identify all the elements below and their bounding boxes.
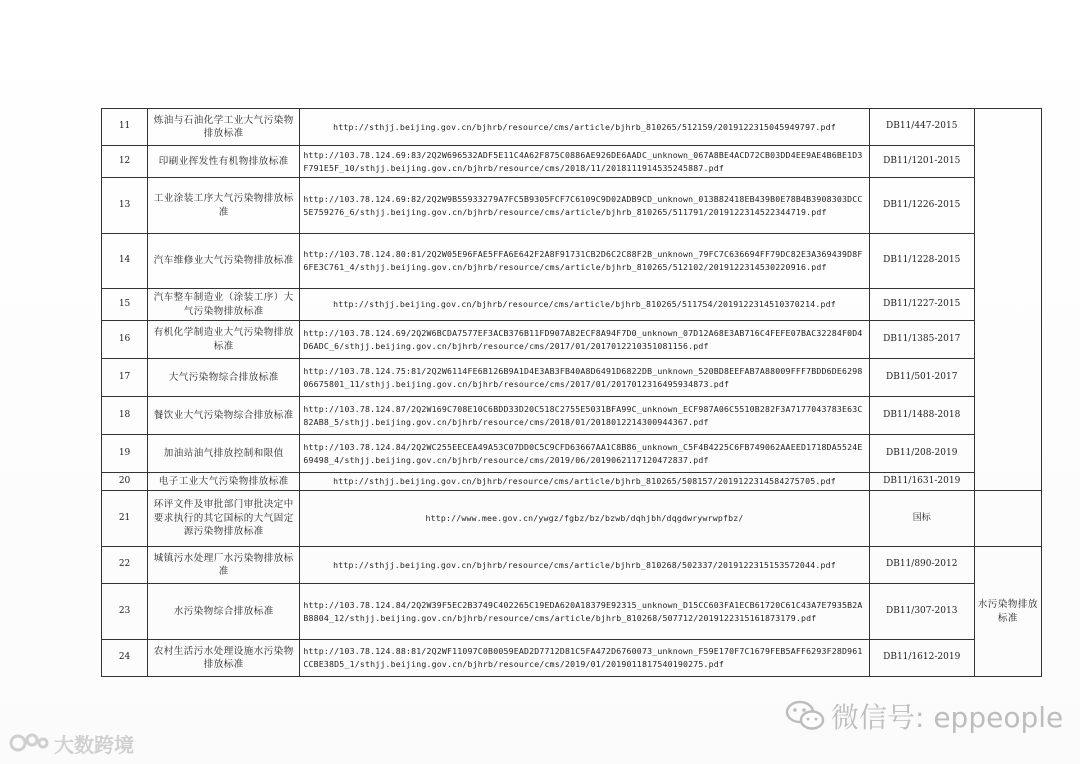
watermark-right-text: 微信号: eppeople — [831, 701, 1064, 734]
row-number: 12 — [102, 146, 148, 178]
table-row — [102, 321, 1042, 359]
standard-code: DB11/447-2015 — [869, 109, 974, 146]
standard-code: DB11/501-2017 — [869, 359, 974, 397]
wechat-icon — [785, 699, 825, 733]
bigdata-logo-icon — [8, 731, 50, 755]
standard-url[interactable]: http://www.mee.gov.cn/ywgz/fgbz/bz/bzwb/dqhjbh/dqgdwrywrwpfbz/ — [300, 491, 869, 547]
standard-name: 汽车整车制造业（涂装工序）大气污染物排放标准 — [148, 289, 300, 321]
standard-code: DB11/890-2012 — [869, 547, 974, 584]
table-row — [102, 289, 1042, 321]
row-number: 16 — [102, 321, 148, 359]
table-row — [102, 640, 1042, 677]
row-number: 14 — [102, 234, 148, 289]
standard-code: DB11/1612-2019 — [869, 640, 974, 677]
standard-url[interactable]: http://103.78.124.80:81/2Q2W05E96FAE5FFA6E642F2A8F91731CB2D6C2C88F2B_unknown_79FC7C636694FF79DC82E3A369439D8F6FE3C761_4/sthjj.beijing.gov.cn/bjhrb/resource/cms/article/bjhrb_810265/512102/2019122314530220916.pdf — [300, 234, 869, 289]
standards-table — [101, 108, 1042, 677]
standard-url[interactable]: http://103.78.124.87/2Q2W169C708E10C6BDD33D20C518C2755E5031BFA99C_unknown_ECF987A06C5510B282F3A7177043783E63C82AB8_5/sthjj.beijing.gov.cn/bjhrb/resource/cms/2018/01/2018012214300944367.pdf — [300, 397, 869, 435]
standard-url[interactable]: http://sthjj.beijing.gov.cn/bjhrb/resource/cms/article/bjhrb_810268/502337/2019122315153572044.pdf — [300, 547, 869, 584]
table-row — [102, 473, 1042, 491]
standard-name: 炼油与石油化学工业大气污染物排放标准 — [148, 109, 300, 146]
table-row — [102, 491, 1042, 547]
standard-name: 大气污染物综合排放标准 — [148, 359, 300, 397]
standard-name: 印刷业挥发性有机物排放标准 — [148, 146, 300, 178]
standard-code: DB11/1201-2015 — [869, 146, 974, 178]
category-cell-empty — [974, 491, 1041, 547]
standard-url[interactable]: http://sthjj.beijing.gov.cn/bjhrb/resource/cms/article/bjhrb_810265/508157/2019122314584275705.pdf — [300, 473, 869, 491]
standard-url[interactable]: http://103.78.124.84/2Q2WC255EECEA49A53C07DD0C5C9CFD63667AA1C8B86_unknown_C5F4B4225C6FB749062AAEED1718DA5524E69498_4/sthjj.beijing.gov.cn/bjhrb/resource/cms/2019/06/2019062117120472837.pdf — [300, 435, 869, 473]
row-number: 22 — [102, 547, 148, 584]
standard-code: DB11/1488-2018 — [869, 397, 974, 435]
table-row — [102, 178, 1042, 234]
standard-name: 农村生活污水处理设施水污染物排放标准 — [148, 640, 300, 677]
standard-url[interactable]: http://103.78.124.75:81/2Q2W6114FE6B126B9A1D4E3AB3FB40A8D6491D6822DB_unknown_520BD8EEFAB7A88009FFF7BDD6DE629806675801_11/sthjj.beijing.gov.cn/bjhrb/resource/cms/2017/01/2017012316495934873.pdf — [300, 359, 869, 397]
row-number: 13 — [102, 178, 148, 234]
table-row — [102, 359, 1042, 397]
standard-code: DB11/1226-2015 — [869, 178, 974, 234]
row-number: 21 — [102, 491, 148, 547]
standard-url[interactable]: http://103.78.124.88:81/2Q2WF11097C0B0059EAD2D7712D81C5FA472D6760073_unknown_F59E170F7C1679FEB5AFF6293F28D961CCBE38D5_1/sthjj.beijing.gov.cn/bjhrb/resource/cms/2019/01/2019011817540190275.pdf — [300, 640, 869, 677]
standard-code: DB11/1385-2017 — [869, 321, 974, 359]
row-number: 24 — [102, 640, 148, 677]
standard-code: DB11/1227-2015 — [869, 289, 974, 321]
standard-url[interactable]: http://103.78.124.69/2Q2W6BCDA7577EF3ACB376B11FD907A82ECF8A94F7D0_unknown_07D12A68E3AB716C4FEFE07BAC32284F0D4D6ADC_6/sthjj.beijing.gov.cn/bjhrb/resource/cms/2017/01/2017012210351081156.pdf — [300, 321, 869, 359]
category-cell-air — [974, 109, 1041, 491]
table-row — [102, 234, 1042, 289]
row-number: 19 — [102, 435, 148, 473]
row-number: 20 — [102, 473, 148, 491]
standard-url[interactable]: http://103.78.124.84/2Q2W39F5EC2B3749C402265C19EDA620A18379E92315_unknown_D15CC603FA1ECB61720C61C43A7E7935B2AB8804_12/sthjj.beijing.gov.cn/bjhrb/resource/cms/article/bjhrb_810268/507712/2019122315161873179.pdf — [300, 584, 869, 640]
standard-name: 餐饮业大气污染物综合排放标准 — [148, 397, 300, 435]
standard-code: DB11/307-2013 — [869, 584, 974, 640]
standard-url[interactable]: http://sthjj.beijing.gov.cn/bjhrb/resource/cms/article/bjhrb_810265/511754/2019122314510370214.pdf — [300, 289, 869, 321]
table-row — [102, 397, 1042, 435]
watermark-left-text: 大数跨境 — [54, 732, 134, 757]
table-row — [102, 435, 1042, 473]
row-number: 17 — [102, 359, 148, 397]
watermark-right — [785, 696, 1063, 736]
table-row — [102, 109, 1042, 146]
standard-name: 工业涂装工序大气污染物排放标准 — [148, 178, 300, 234]
standard-name: 城镇污水处理厂水污染物排放标准 — [148, 547, 300, 584]
standard-name: 水污染物综合排放标准 — [148, 584, 300, 640]
table-row — [102, 547, 1042, 584]
standard-name: 汽车维修业大气污染物排放标准 — [148, 234, 300, 289]
row-number: 15 — [102, 289, 148, 321]
standard-name: 电子工业大气污染物排放标准 — [148, 473, 300, 491]
table-row — [102, 146, 1042, 178]
row-number: 23 — [102, 584, 148, 640]
standard-code: DB11/1631-2019 — [869, 473, 974, 491]
standard-name: 有机化学制造业大气污染物排放标准 — [148, 321, 300, 359]
standard-url[interactable]: http://sthjj.beijing.gov.cn/bjhrb/resource/cms/article/bjhrb_810265/512159/2019122315045949797.pdf — [300, 109, 869, 146]
standard-name: 加油站油气排放控制和限值 — [148, 435, 300, 473]
table-row — [102, 584, 1042, 640]
row-number: 11 — [102, 109, 148, 146]
category-cell-water: 水污染物排放标准 — [974, 547, 1041, 677]
row-number: 18 — [102, 397, 148, 435]
watermark-left — [8, 730, 134, 756]
standard-url[interactable]: http://103.78.124.69:82/2Q2W9B55933279A7FC5B9305FCF7C6109C9D02ADB9CD_unknown_013B82418EB439B0E78B4B3908303DCC5E759276_6/sthjj.beijing.gov.cn/bjhrb/resource/cms/article/bjhrb_810265/511791/2019122314522344719.pdf — [300, 178, 869, 234]
standard-code: DB11/1228-2015 — [869, 234, 974, 289]
standard-code: 国标 — [869, 491, 974, 547]
standard-code: DB11/208-2019 — [869, 435, 974, 473]
standard-name: 环评文件及审批部门审批决定中要求执行的其它国标的大气固定源污染物排放标准 — [148, 491, 300, 547]
standard-url[interactable]: http://103.78.124.69:83/2Q2W696532ADF5E11C4A62F875C0886AE926DE6AADC_unknown_067A8BE4ACD72CB03DD4EE9AE4B6BE1D3F791E5F_10/sthjj.beijing.gov.cn/bjhrb/resource/cms/2018/11/2018111914535245887.pdf — [300, 146, 869, 178]
